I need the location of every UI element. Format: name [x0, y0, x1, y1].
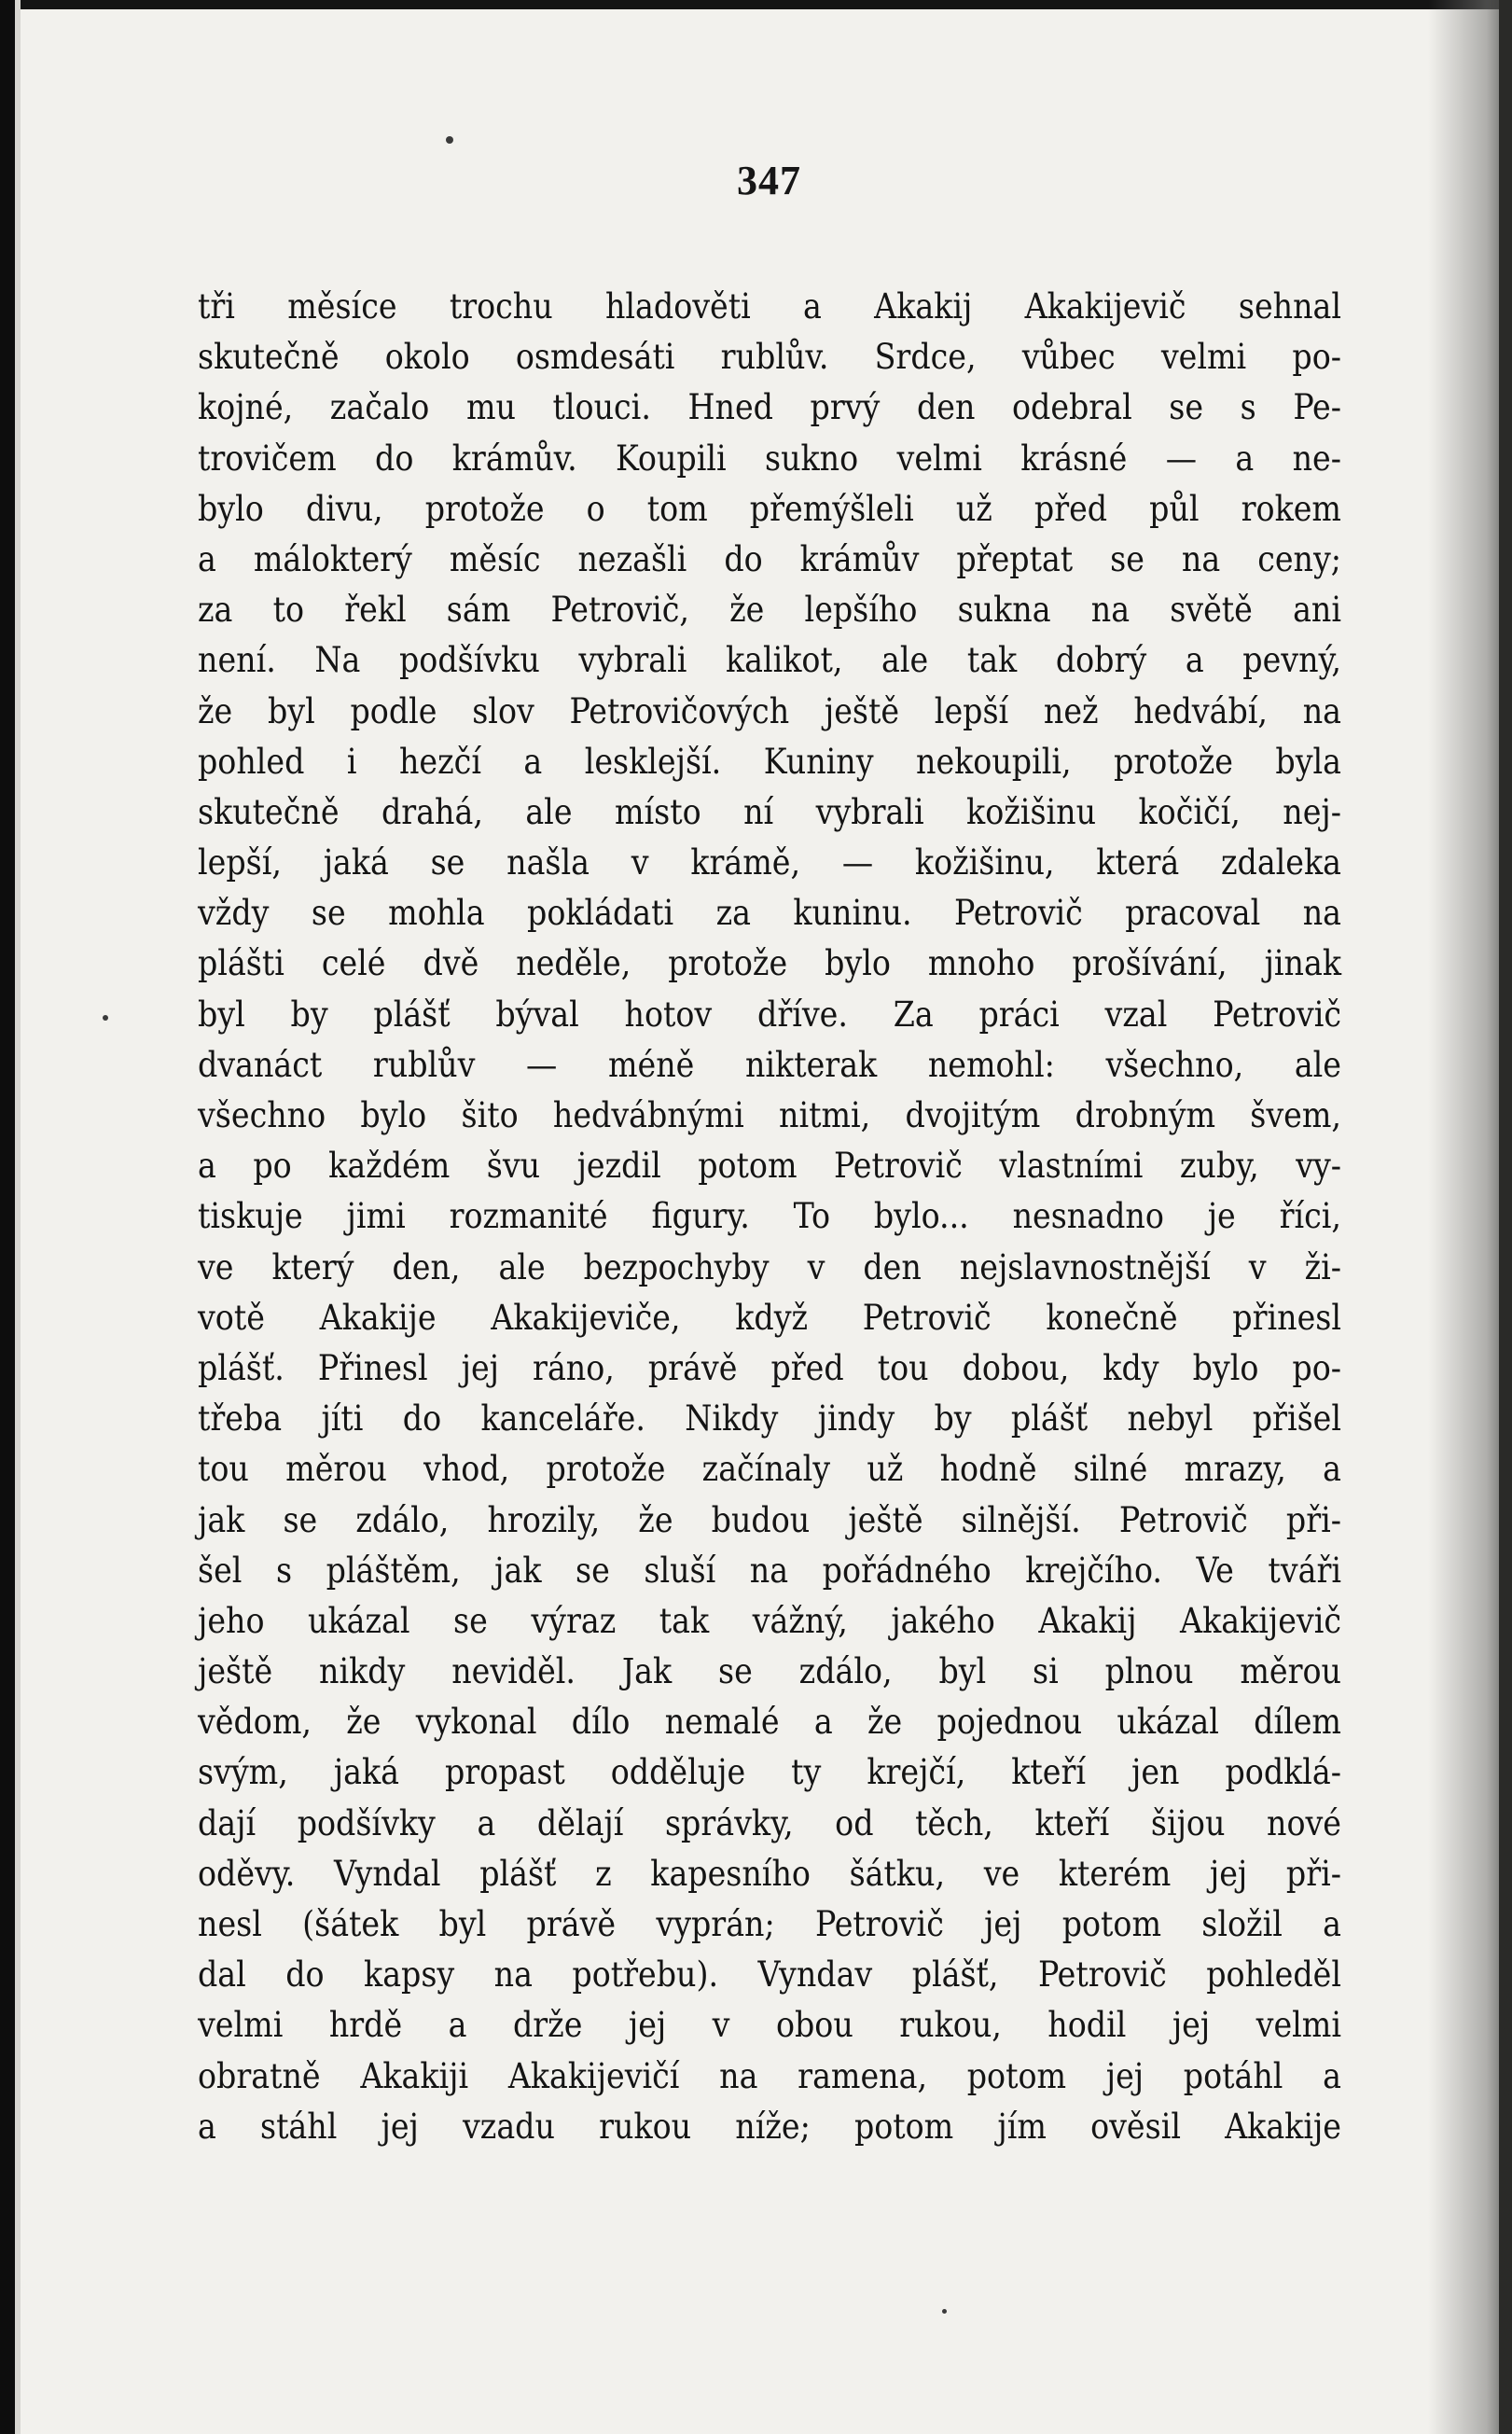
text-line: kojné, začalo mu tlouci. Hned prvý den odebral se s Pe-: [198, 387, 1341, 428]
text-line: a málokterý měsíc nezašli do krámův přeptat se na ceny;: [198, 538, 1341, 579]
text-line: votě Akakije Akakijeviče, když Petrovič konečně přinesl: [198, 1297, 1341, 1338]
paper-speck: [446, 136, 453, 144]
paper-speck: [942, 2309, 947, 2314]
text-line: velmi hrdě a drže jej v obou rukou, hodil jej velmi: [198, 2005, 1341, 2046]
text-line: vždy se mohla pokládati za kuninu. Petrovič pracoval na: [198, 893, 1341, 934]
text-line: plášť. Přinesl jej ráno, právě před tou dobou, kdy bylo po-: [198, 1347, 1341, 1388]
text-line: není. Na podšívku vybrali kalikot, ale tak dobrý a pevný,: [198, 640, 1341, 681]
text-line: lepší, jaká se našla v krámě, — kožišinu, která zdaleka: [198, 842, 1341, 883]
text-line: ve který den, ale bezpochyby v den nejslavnostnější v ži-: [198, 1246, 1341, 1287]
scan-left-margin-strip: [15, 0, 21, 2434]
text-line: tiskuje jimi rozmanité figury. To bylo... nesnadno je říci,: [198, 1196, 1341, 1237]
text-line: plášti celé dvě neděle, protože bylo mnoho prošívání, jinak: [198, 943, 1341, 984]
text-line: skutečně drahá, ale místo ní vybrali kožišinu kočičí, nej-: [198, 791, 1341, 832]
text-line: tou měrou vhod, protože začínaly už hodně silné mrazy, a: [198, 1449, 1341, 1490]
text-line: že byl podle slov Petrovičových ještě lepší než hedvábí, na: [198, 690, 1341, 731]
text-line: ještě nikdy neviděl. Jak se zdálo, byl si plnou měrou: [198, 1651, 1341, 1692]
text-line: oděvy. Vyndal plášť z kapesního šátku, ve kterém jej při-: [198, 1853, 1341, 1894]
scan-right-border: [1499, 0, 1512, 2434]
text-line: trovičem do krámův. Koupili sukno velmi krásné — a ne-: [198, 438, 1341, 479]
text-line: nesl (šátek byl právě vyprán; Petrovič jej potom složil a: [198, 1904, 1341, 1944]
text-line: dvanáct rublův — méně nikterak nemohl: všechno, ale: [198, 1044, 1341, 1085]
text-line: za to řekl sám Petrovič, že lepšího sukna na světě ani: [198, 590, 1341, 631]
text-line: obratně Akakiji Akakijevičí na ramena, potom jej potáhl a: [198, 2055, 1341, 2096]
paper-speck: [103, 1015, 108, 1021]
text-line: a po každém švu jezdil potom Petrovič vlastními zuby, vy-: [198, 1146, 1341, 1187]
text-line: všechno bylo šito hedvábnými nitmi, dvojitým drobným švem,: [198, 1095, 1341, 1135]
text-line: a stáhl jej vzadu rukou níže; potom jím ověsil Akakije: [198, 2106, 1341, 2147]
scan-left-border: [0, 0, 15, 2434]
text-line: bylo divu, protože o tom přemýšleli už před půl rokem: [198, 488, 1341, 529]
text-line: šel s pláštěm, jak se sluší na pořádného krejčího. Ve tváři: [198, 1550, 1341, 1591]
scan-top-border: [0, 0, 1512, 9]
text-line: byl by plášť býval hotov dříve. Za práci vzal Petrovič: [198, 994, 1341, 1035]
page-number: 347: [737, 158, 801, 203]
text-line: jeho ukázal se výraz tak vážný, jakého Akakij Akakijevič: [198, 1600, 1341, 1641]
text-line: dají podšívky a dělají správky, od těch, kteří šijou nové: [198, 1802, 1341, 1843]
text-line: vědom, že vykonal dílo nemalé a že pojednou ukázal dílem: [198, 1702, 1341, 1743]
text-line: třeba jíti do kanceláře. Nikdy jindy by plášť nebyl přišel: [198, 1398, 1341, 1440]
text-line: svým, jaká propast odděluje ty krejčí, kteří jen podklá-: [198, 1752, 1341, 1793]
body-text: [198, 282, 1341, 2152]
text-line: dal do kapsy na potřebu). Vyndav plášť, Petrovič pohleděl: [198, 1954, 1341, 1996]
text-line: skutečně okolo osmdesáti rublův. Srdce, vůbec velmi po-: [198, 337, 1341, 378]
text-line: pohled i hezčí a lesklejší. Kuniny nekoupili, protože byla: [198, 741, 1341, 782]
text-line: jak se zdálo, hrozily, že budou ještě silnější. Petrovič při-: [198, 1499, 1341, 1540]
text-line: tři měsíce trochu hladověti a Akakij Akakijevič sehnal: [198, 286, 1341, 327]
